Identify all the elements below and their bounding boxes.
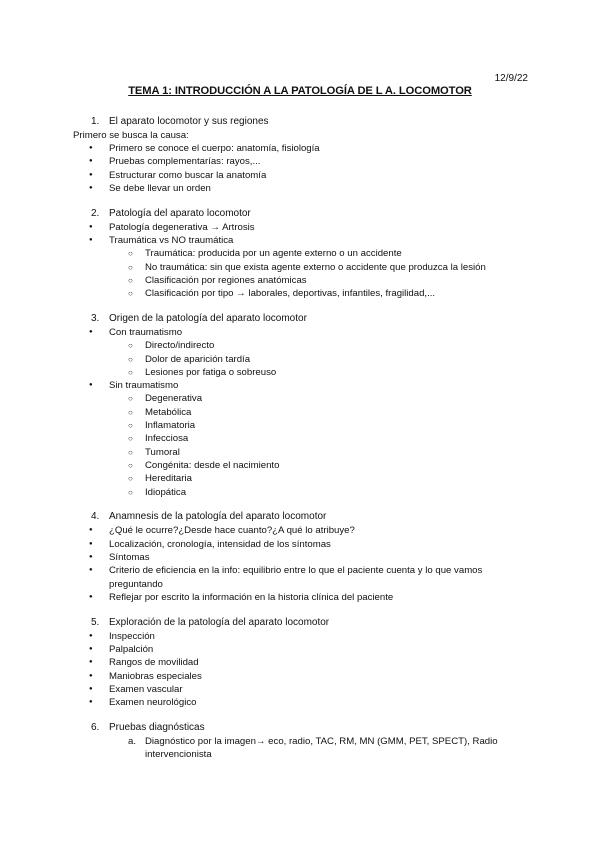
- sub-list-item: ○ Infecciosa: [0, 432, 600, 445]
- section-number: 5.: [91, 616, 100, 628]
- list-item: ● Maniobras especiales: [0, 670, 600, 683]
- sub-list-item: ○ Lesiones por fatiga o sobreuso: [0, 366, 600, 379]
- sub-list-item: ○ Traumática: producida por un agente externo o un accidente: [0, 247, 600, 260]
- sub-list-item: ○ Inflamatoria: [0, 419, 600, 432]
- section-4: [0, 510, 600, 604]
- section-heading: [0, 510, 600, 524]
- section-title: Pruebas diagnósticas: [109, 721, 205, 733]
- sub-list-letter: a.: [128, 735, 137, 747]
- list-item: ● Examen vascular: [0, 683, 600, 696]
- section-number: 2.: [91, 207, 100, 219]
- section-title: Exploración de la patología del aparato locomotor: [109, 616, 330, 628]
- sub-list-item: ○ Directo/indirecto: [0, 339, 600, 352]
- list-item: ● Sin traumatismo: [0, 379, 600, 392]
- list-item: ● Reflejar por escrito la información en la historia clínica del paciente: [0, 591, 600, 604]
- sub-list-item: ○ Idiopática: [0, 486, 600, 499]
- section-3: [0, 312, 600, 499]
- sub-list-text: Diagnóstico por la imagen→ eco, radio, TAC, RM, MN (GMM, PET, SPECT), Radio intervencionista: [145, 735, 498, 761]
- sub-list-item: ○ Congénita: desde el nacimiento: [0, 459, 600, 472]
- section-number: 6.: [91, 721, 100, 733]
- section-heading: [0, 115, 600, 129]
- section-heading: [0, 207, 600, 221]
- list-item: ● Pruebas complementarías: rayos,...: [0, 155, 600, 168]
- document-title: TEMA 1: INTRODUCCIÓN A LA PATOLOGÍA DE L A. LOCOMOTOR: [128, 85, 472, 97]
- list-item: ● Localización, cronología, intensidad de los síntomas: [0, 538, 600, 551]
- list-item: ● Palpalción: [0, 643, 600, 656]
- section-heading: [0, 616, 600, 630]
- sub-list-item: ○ Metabólica: [0, 406, 600, 419]
- sub-list-item: ○ Clasificación por tipo → laborales, deportivas, infantiles, fragilidad,...: [0, 287, 600, 300]
- section-2: [0, 207, 600, 301]
- list-item: ● Primero se conoce el cuerpo: anatomía, fisiología: [0, 142, 600, 155]
- section-heading: [0, 312, 600, 326]
- list-item: ● Criterio de eficiencia en la info: equilibrio entre lo que el paciente cuenta y lo que vamos preguntando: [0, 564, 600, 591]
- section-number: 4.: [91, 511, 100, 523]
- section-5: [0, 616, 600, 710]
- section-title: Origen de la patología del aparato locomotor: [109, 312, 307, 324]
- list-item: ● Examen neurológico: [0, 696, 600, 709]
- list-item: ● Inspección: [0, 630, 600, 643]
- list-item: ● Se debe llevar un orden: [0, 182, 600, 195]
- sub-list-item: ○ Hereditaria: [0, 472, 600, 485]
- list-item: ● Patología degenerativa → Artrosis: [0, 221, 600, 234]
- document-date: 12/9/22: [494, 73, 528, 84]
- list-item: ● ¿Qué le ocurre?¿Desde hace cuanto?¿A qué lo atribuye?: [0, 524, 600, 537]
- sub-list-item: ○ Clasificación por regiones anatómicas: [0, 274, 600, 287]
- sub-list-item: ○ No traumática: sin que exista agente externo o accidente que produzca la lesión: [0, 261, 600, 274]
- list-item: ● Rangos de movilidad: [0, 656, 600, 669]
- section-number: 3.: [91, 312, 100, 324]
- section-number: 1.: [91, 116, 100, 127]
- section-heading: [0, 721, 600, 735]
- section-title: Anamnesis de la patología del aparato locomotor: [109, 511, 327, 523]
- list-item: ● Síntomas: [0, 551, 600, 564]
- section-title: Patología del aparato locomotor: [109, 207, 251, 219]
- section-1: [0, 115, 600, 195]
- list-item: ● Traumática vs NO traumática: [0, 234, 600, 247]
- document-body: [0, 115, 600, 762]
- list-item: ● Con traumatismo: [0, 326, 600, 339]
- sub-list-item: ○ Dolor de aparición tardía: [0, 353, 600, 366]
- sub-list-item: ○ Degenerativa: [0, 392, 600, 405]
- section-intro: Primero se busca la causa:: [73, 130, 189, 141]
- section-6: [0, 721, 600, 762]
- section-title: El aparato locomotor y sus regiones: [109, 116, 269, 127]
- list-item: ● Estructurar como buscar la anatomía: [0, 169, 600, 182]
- sub-list-item: [0, 735, 600, 762]
- sub-list-item: ○ Tumoral: [0, 446, 600, 459]
